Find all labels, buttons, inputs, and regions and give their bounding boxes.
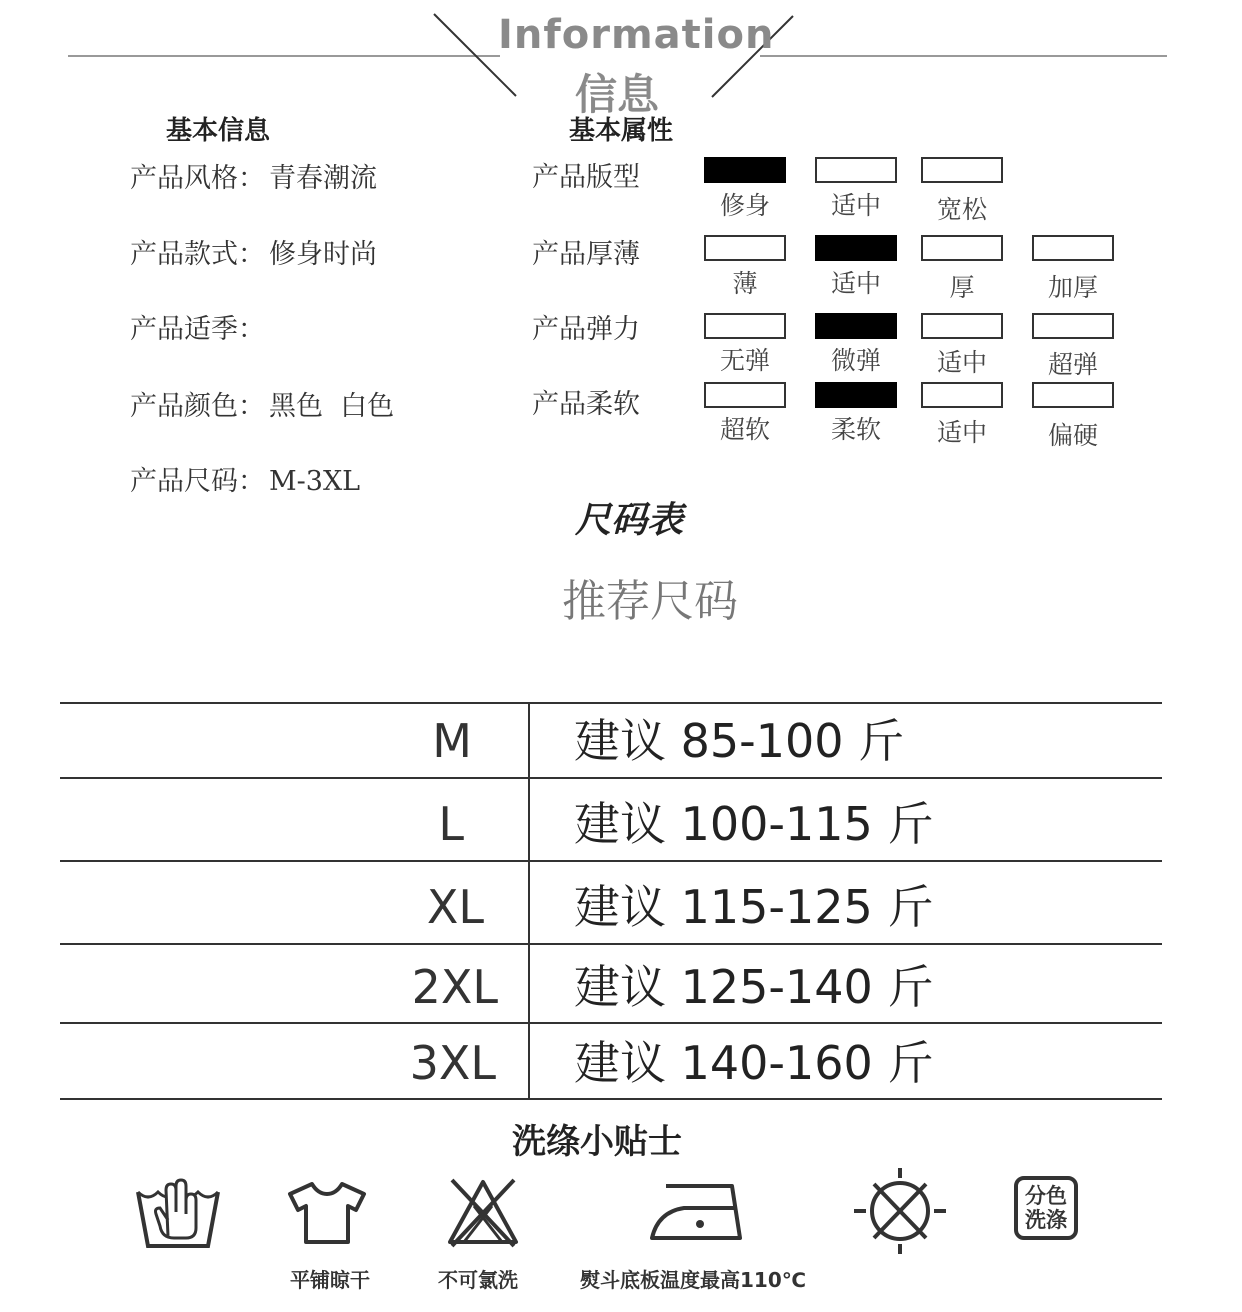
info-label: 产品风格 (130, 163, 238, 194)
recommendation-cell: 建议 85-100 斤 (574, 714, 905, 768)
info-row-color (130, 384, 394, 423)
attr-box-softness-3 (1032, 382, 1114, 408)
info-value: M-3XL (269, 466, 361, 497)
recommendation-cell: 建议 125-140 斤 (574, 960, 934, 1014)
basic-info-heading: 基本信息 (166, 116, 271, 146)
attr-box-elasticity-0 (704, 313, 786, 339)
info-row-size (130, 459, 360, 498)
attr-option: 加厚 (1047, 273, 1098, 302)
attr-option: 厚 (949, 273, 975, 302)
attr-box-elasticity-2 (921, 313, 1003, 339)
info-value: 青春潮流 (269, 163, 377, 194)
attr-box-elasticity-3 (1032, 313, 1114, 339)
attr-option: 适中 (936, 418, 987, 447)
size-cell: L (438, 797, 464, 851)
attr-option: 适中 (830, 269, 881, 298)
attr-option: 适中 (936, 348, 987, 377)
table-row (60, 702, 1162, 777)
attr-option: 超弹 (1047, 350, 1098, 379)
size-cell: 2XL (411, 960, 498, 1014)
info-sep: ： (238, 314, 265, 345)
size-table (60, 702, 1162, 1100)
attr-option: 超软 (719, 415, 770, 444)
attr-box-thickness-1 (815, 235, 897, 261)
iron-icon (648, 1182, 744, 1242)
recommendation-cell: 建议 115-125 斤 (574, 880, 934, 934)
attr-box-fit-1 (815, 157, 897, 183)
attr-box-fit-2 (921, 157, 1003, 183)
info-label: 产品款式 (130, 239, 238, 270)
care-label-no-bleach: 不可氯洗 (438, 1268, 518, 1292)
care-title: 洗绦小贴士 (512, 1122, 682, 1162)
attr-box-softness-1 (815, 382, 897, 408)
info-value: 修身时尚 (269, 239, 377, 270)
recommendation-cell: 建议 100-115 斤 (574, 797, 934, 851)
attributes-heading: 基本属性 (569, 116, 674, 146)
header-line-right (760, 55, 1167, 57)
attr-option: 修身 (719, 191, 770, 220)
title-chinese: 信息 (575, 70, 660, 119)
attr-box-elasticity-1 (815, 313, 897, 339)
attr-option: 偏硬 (1047, 421, 1098, 450)
table-row (60, 860, 1162, 943)
hand-wash-icon (132, 1176, 224, 1252)
info-label: 产品适季 (130, 314, 238, 345)
care-label-flat-dry: 平铺晾干 (290, 1268, 370, 1292)
no-bleach-icon (444, 1176, 522, 1248)
attr-option: 适中 (830, 191, 881, 220)
size-cell: M (432, 714, 472, 768)
info-label: 产品尺码 (130, 466, 238, 497)
info-sep: ： (238, 163, 265, 194)
attr-option: 宽松 (936, 195, 987, 224)
wash-separately-icon (1014, 1176, 1078, 1240)
table-row (60, 777, 1162, 860)
care-label-iron: 熨斗底板温度最高110℃ (580, 1268, 806, 1292)
attr-label-thickness: 产品厚薄 (532, 239, 640, 270)
size-cell: 3XL (409, 1036, 496, 1090)
attr-option: 微弹 (830, 346, 881, 375)
attr-option: 无弹 (719, 346, 770, 375)
info-sep: ： (238, 466, 265, 497)
info-row-season (130, 307, 269, 346)
lay-flat-dry-icon (286, 1180, 368, 1246)
size-chart-title: 尺码表 (575, 500, 684, 541)
wash-separately-text: 分色洗涤 (1025, 1184, 1067, 1232)
attr-label-elasticity: 产品弹力 (532, 314, 640, 345)
attr-label-softness: 产品柔软 (532, 389, 640, 420)
size-chart-subtitle: 推荐尺码 (562, 576, 738, 627)
title-english: Information (498, 12, 775, 58)
info-label: 产品颜色 (130, 391, 238, 422)
attr-box-fit-0 (704, 157, 786, 183)
attr-label-fit: 产品版型 (532, 162, 640, 193)
no-tumble-dry-icon (852, 1166, 948, 1256)
info-sep: ： (238, 239, 265, 270)
table-row (60, 1022, 1162, 1100)
recommendation-cell: 建议 140-160 斤 (574, 1036, 934, 1090)
size-cell: XL (426, 880, 484, 934)
table-row (60, 943, 1162, 1022)
attr-box-softness-2 (921, 382, 1003, 408)
info-row-style (130, 156, 377, 195)
attr-box-thickness-3 (1032, 235, 1114, 261)
attr-option: 薄 (732, 269, 758, 298)
info-row-cut (130, 232, 377, 271)
info-sep: ： (238, 391, 265, 422)
attr-box-thickness-2 (921, 235, 1003, 261)
attr-option: 柔软 (830, 415, 881, 444)
attr-box-softness-0 (704, 382, 786, 408)
info-value: 黑色 白色 (269, 391, 395, 422)
attr-box-thickness-0 (704, 235, 786, 261)
